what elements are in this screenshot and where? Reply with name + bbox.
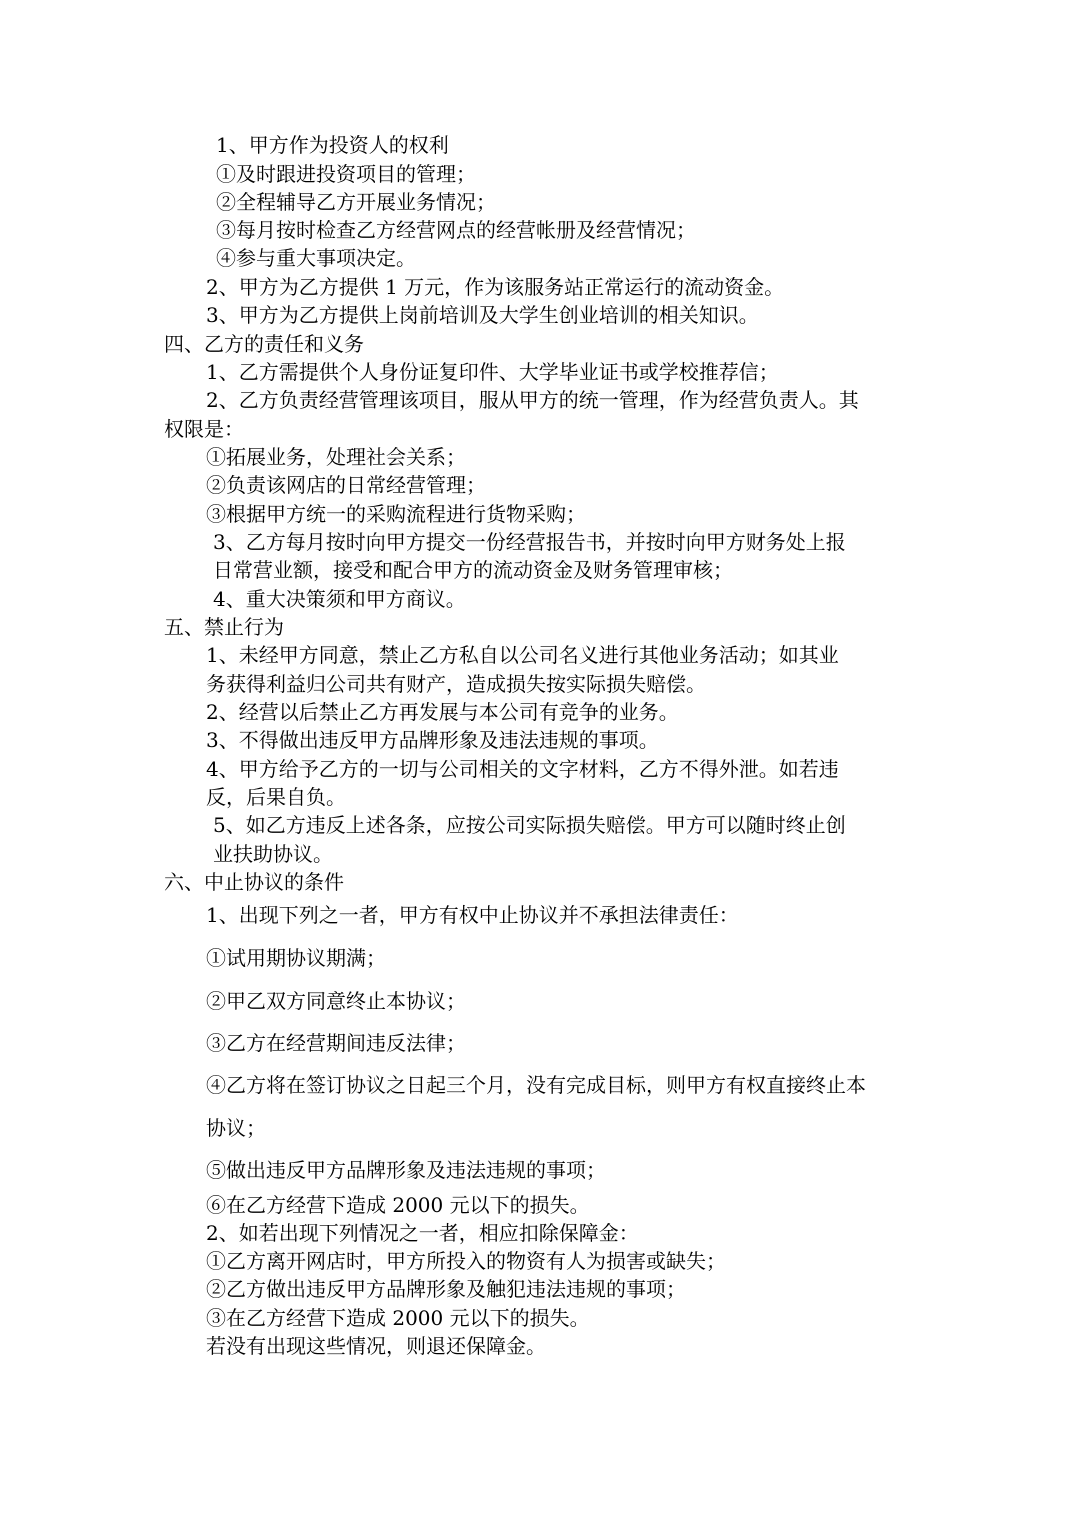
- text-line: ②负责该网店的日常经营管理；: [206, 473, 486, 497]
- text-line: ③乙方在经营期间违反法律；: [206, 1031, 466, 1055]
- text-line: ④乙方将在签订协议之日起三个月，没有完成目标，则甲方有权直接终止本: [206, 1073, 866, 1097]
- text-line: 3、不得做出违反甲方品牌形象及违法违规的事项。: [206, 728, 659, 752]
- text-line: 4、重大决策须和甲方商议。: [213, 587, 466, 611]
- text-line: 权限是：: [164, 417, 244, 441]
- text-line: ②全程辅导乙方开展业务情况；: [216, 190, 496, 214]
- text-line: 1、未经甲方同意，禁止乙方私自以公司名义进行其他业务活动；如其业: [206, 643, 839, 667]
- text-line: 务获得利益归公司共有财产，造成损失按实际损失赔偿。: [206, 672, 706, 696]
- text-line: 2、经营以后禁止乙方再发展与本公司有竞争的业务。: [206, 700, 679, 724]
- section-heading: 四、乙方的责任和义务: [164, 332, 364, 356]
- text-line: 2、甲方为乙方提供 1 万元，作为该服务站正常运行的流动资金。: [206, 275, 785, 299]
- text-line: ③根据甲方统一的采购流程进行货物采购；: [206, 502, 586, 526]
- text-line: 5、如乙方违反上述各条，应按公司实际损失赔偿。甲方可以随时终止创: [213, 813, 846, 837]
- text-line: 反，后果自负。: [206, 785, 346, 809]
- text-line: ⑥在乙方经营下造成 2000 元以下的损失。: [206, 1193, 590, 1217]
- text-line: 业扶助协议。: [213, 842, 333, 866]
- text-line: 2、乙方负责经营管理该项目，服从甲方的统一管理，作为经营负责人。其: [206, 388, 859, 412]
- text-line: 3、乙方每月按时向甲方提交一份经营报告书，并按时向甲方财务处上报: [213, 530, 846, 554]
- text-line: 3、甲方为乙方提供上岗前培训及大学生创业培训的相关知识。: [206, 303, 759, 327]
- text-line: ②甲乙双方同意终止本协议；: [206, 989, 466, 1013]
- section-heading: 六、中止协议的条件: [164, 870, 344, 894]
- section-heading: 五、禁止行为: [164, 615, 284, 639]
- text-line: 1、甲方作为投资人的权利: [216, 133, 449, 157]
- text-line: ③在乙方经营下造成 2000 元以下的损失。: [206, 1306, 590, 1330]
- text-line: ⑤做出违反甲方品牌形象及违法违规的事项；: [206, 1158, 606, 1182]
- text-line: ④参与重大事项决定。: [216, 246, 416, 270]
- text-line: ③每月按时检查乙方经营网点的经营帐册及经营情况；: [216, 218, 696, 242]
- text-line: 2、如若出现下列情况之一者，相应扣除保障金：: [206, 1221, 639, 1245]
- text-line: 1、乙方需提供个人身份证复印件、大学毕业证书或学校推荐信；: [206, 360, 779, 384]
- text-line: 协议；: [206, 1116, 266, 1140]
- text-line: ①拓展业务，处理社会关系；: [206, 445, 466, 469]
- text-line: ①乙方离开网店时，甲方所投入的物资有人为损害或缺失；: [206, 1249, 726, 1273]
- text-line: ②乙方做出违反甲方品牌形象及触犯违法违规的事项；: [206, 1277, 686, 1301]
- text-line: ①试用期协议期满；: [206, 946, 386, 970]
- text-line: 日常营业额，接受和配合甲方的流动资金及财务管理审核；: [213, 558, 733, 582]
- text-line: 若没有出现这些情况，则退还保障金。: [206, 1334, 546, 1358]
- text-line: 4、甲方给予乙方的一切与公司相关的文字材料，乙方不得外泄。如若违: [206, 757, 839, 781]
- text-line: ①及时跟进投资项目的管理；: [216, 162, 476, 186]
- text-line: 1、出现下列之一者，甲方有权中止协议并不承担法律责任：: [206, 903, 739, 927]
